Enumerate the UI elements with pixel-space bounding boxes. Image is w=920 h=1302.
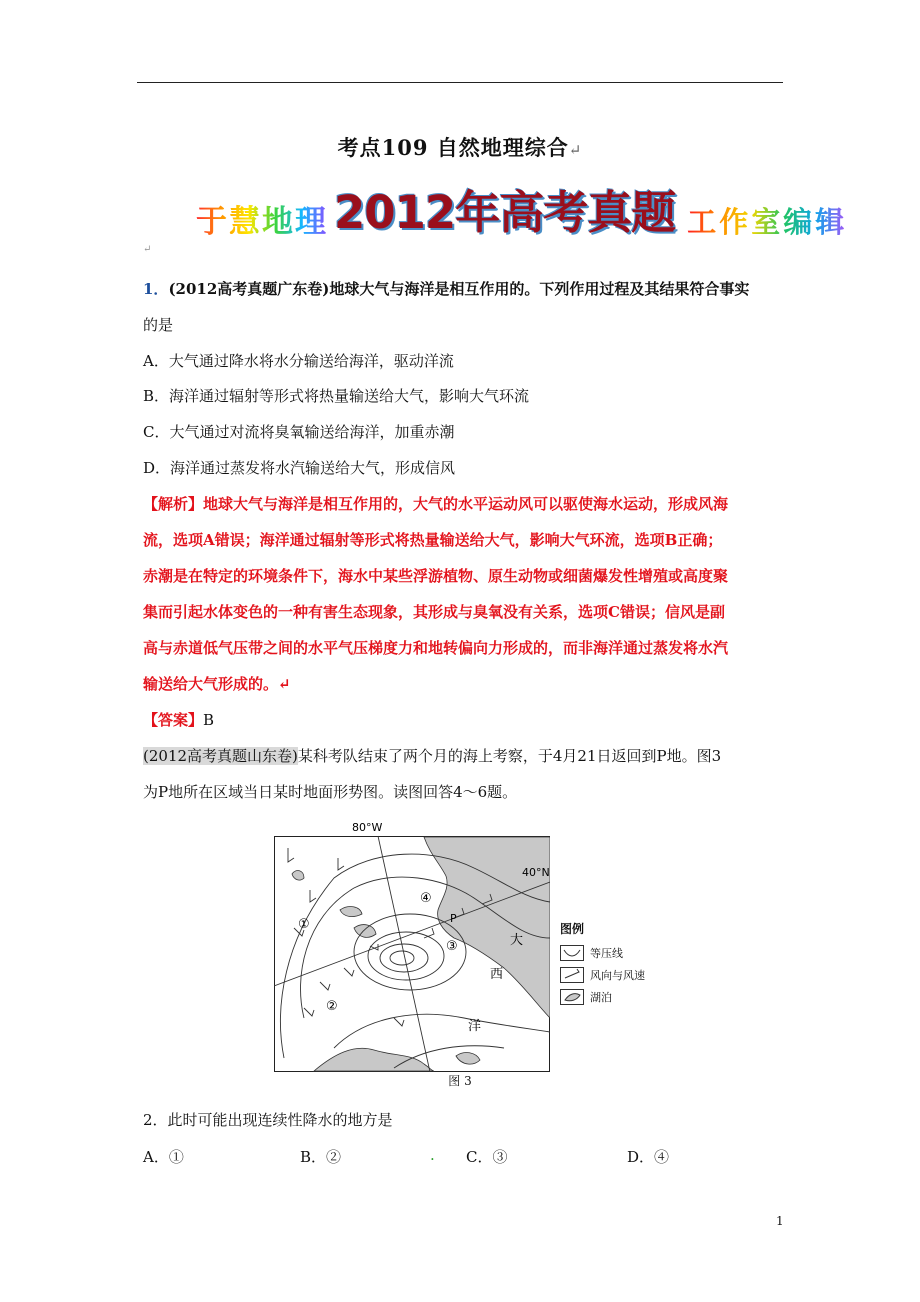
legend-lake: 湖泊 (560, 986, 645, 1008)
lake-swatch (560, 989, 584, 1005)
q2-stem: 2．此时可能出现连续性降水的地方是 (143, 1111, 393, 1129)
q1-option-c: C．大气通过对流将臭氧输送给海洋，加重赤潮 (143, 423, 455, 441)
figure-caption: 图 3 (448, 1074, 472, 1088)
answer-value: B (203, 711, 215, 729)
legend-isobar: 等压线 (560, 942, 645, 964)
q1-option-b: B．海洋通过辐射等形式将热量输送给大气，影响大气环流 (143, 387, 530, 405)
weather-map (274, 818, 550, 1072)
q2-option-a: A．① (143, 1148, 184, 1166)
q1-stem-line1: 1．(2012高考真题广东卷)地球大气与海洋是相互作用的。下列作用过程及其结果符合事实 (143, 280, 750, 298)
q2-option-d: D．④ (627, 1148, 670, 1166)
page-number: 1 (776, 1214, 784, 1228)
banner-headline: 2012年高考真题 (334, 186, 676, 239)
return-mark-small: ↵ (143, 244, 152, 255)
q1-stem-line2: 的是 (143, 316, 174, 334)
q2-option-c: C．③ (466, 1148, 508, 1166)
stray-dot: . (430, 1146, 435, 1164)
point-2: ② (326, 999, 338, 1014)
wind-swatch (560, 967, 584, 983)
legend-title: 图例 (560, 922, 585, 936)
q1-analysis-line5: 高与赤道低气压带之间的水平气压梯度力和地转偏向力形成的，而非海洋通过蒸发将水汽 (143, 639, 729, 657)
banner (196, 176, 848, 240)
ocean-char-da: 大 (510, 933, 524, 948)
q1-analysis-line6: 输送给大气形成的。↵ (143, 675, 291, 693)
point-1: ① (298, 917, 310, 932)
header-rule (137, 82, 783, 83)
point-4: ④ (420, 891, 432, 906)
ocean-char-xi: 西 (490, 967, 504, 982)
q2-intro-line1: (2012高考真题山东卷)某科考队结束了两个月的海上考察，于4月21日返回到P地。图3 (143, 747, 722, 765)
q1-number: 1． (143, 280, 169, 298)
banner-editor: 工作室编辑 (687, 200, 847, 241)
q1-analysis-line3: 赤潮是在特定的环境条件下，海水中某些浮游植物、原生动物或细菌爆发性增殖或高度聚 (143, 567, 729, 585)
q1-answer (143, 710, 214, 730)
q1-analysis-line2: 流，选项A错误；海洋通过辐射等形式将热量输送给大气，影响大气环流，选项B正确； (143, 531, 723, 549)
return-mark: ↵ (568, 141, 583, 159)
label-80w: 80°W (352, 821, 383, 834)
q1-analysis-line1: 【解析】地球大气与海洋是相互作用的，大气的水平运动风可以驱使海水运动，形成风海 (143, 495, 729, 513)
q1-option-d: D．海洋通过蒸发将水汽输送给大气，形成信风 (143, 459, 456, 477)
q1-option-a: A．大气通过降水将水分输送给海洋，驱动洋流 (143, 352, 454, 370)
isobar-swatch (560, 945, 584, 961)
banner-studio-name: 于慧地理 (196, 196, 328, 241)
label-40n: 40°N (522, 866, 550, 879)
legend-wind: 风向与风速 (560, 964, 645, 986)
page-title: 考点109 自然地理综合↵ (337, 135, 583, 160)
q2-option-b: B．② (300, 1148, 342, 1166)
q2-intro-line2: 为P地所在区域当日某时地面形势图。读图回答4～6题。 (143, 783, 518, 801)
answer-label: 【答案】 (143, 711, 204, 729)
map-legend (560, 920, 645, 1008)
q1-analysis-line4: 集而引起水体变色的一种有害生态现象，其形成与臭氧没有关系，选项C错误；信风是副 (143, 603, 725, 621)
point-3: ③ (446, 939, 458, 954)
ocean-char-yang: 洋 (468, 1019, 482, 1034)
source-tag: (2012高考真题山东卷) (143, 747, 298, 765)
label-p: P (450, 912, 457, 925)
